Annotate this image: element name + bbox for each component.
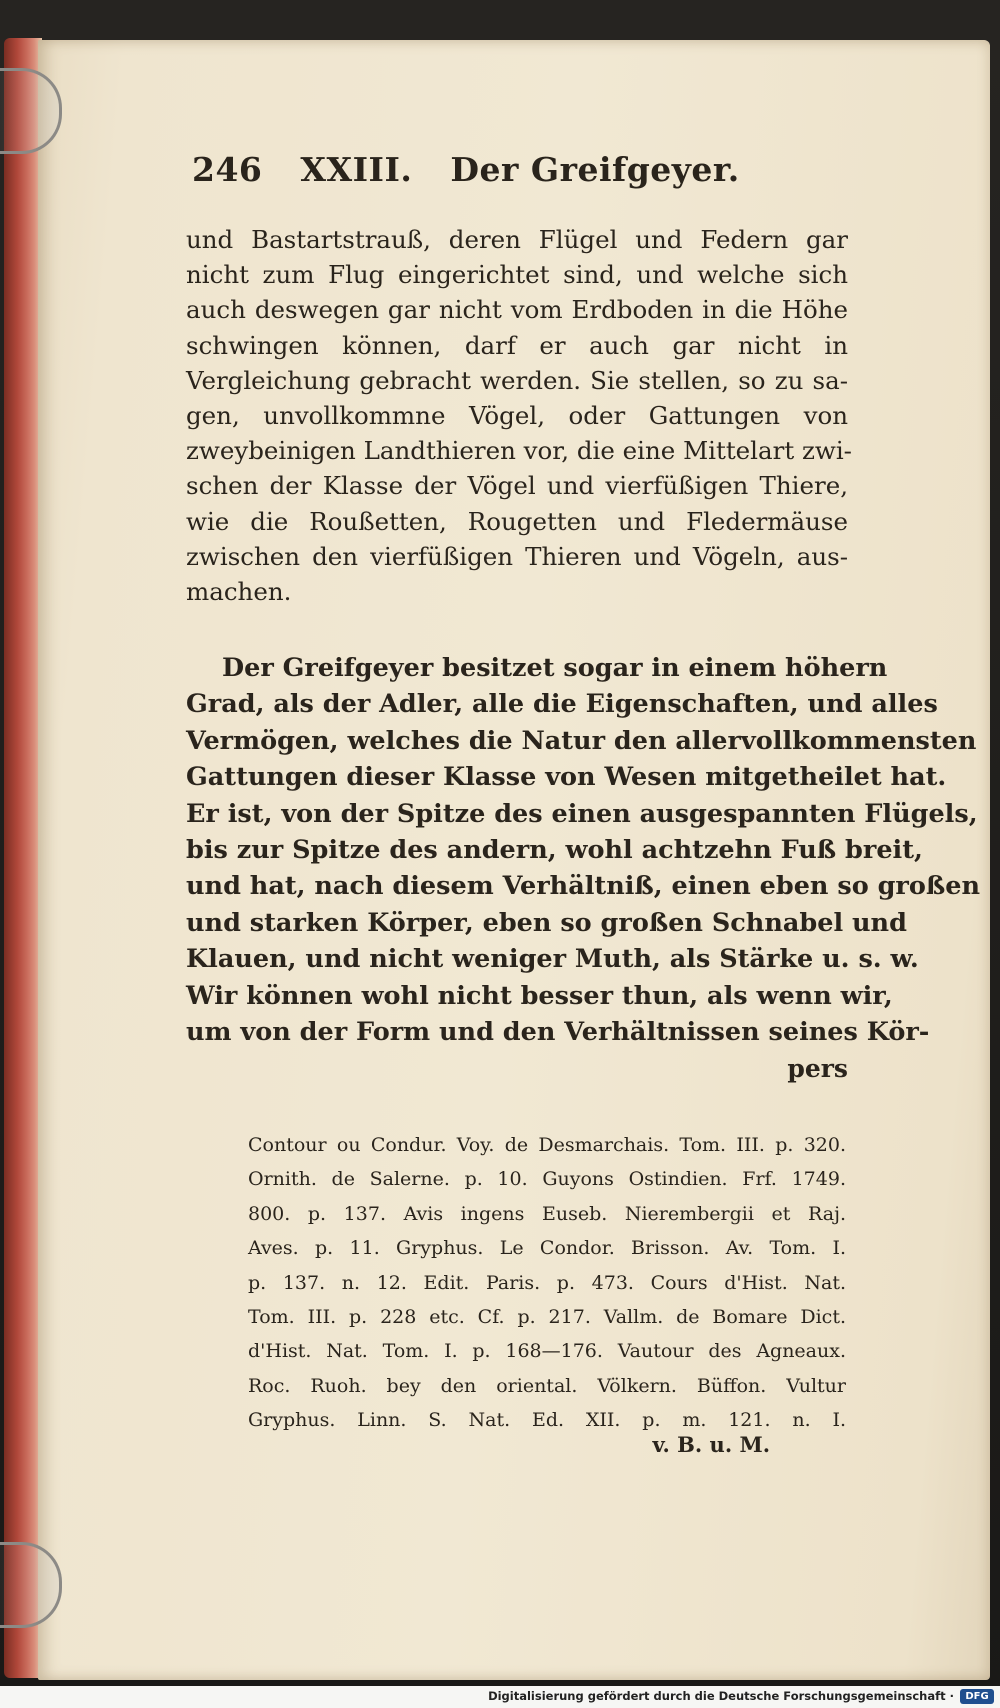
text-line: machen.	[186, 576, 292, 606]
footnote-line: Aves. p. 11. Gryphus. Le Condor. Brisson. Av. Tom. I.	[248, 1237, 846, 1260]
footnote-line: Tom. III. p. 228 etc. Cf. p. 217. Vallm. de Bomare Dict.	[248, 1305, 846, 1328]
catchword: pers	[787, 1054, 848, 1083]
running-head	[192, 150, 752, 189]
text-line: Der Greifgeyer besitzet sogar in einem höhern	[222, 653, 888, 683]
text-line: zwischen den vierfüßigen Thieren und Vögeln, aus-	[186, 541, 848, 571]
footnote-line: 800. p. 137. Avis ingens Euseb. Nierembergii et Raj.	[248, 1202, 846, 1225]
page-number: 246	[192, 150, 263, 189]
credit-bar	[0, 1686, 1000, 1708]
footnote	[248, 1128, 846, 1438]
text-line: um von der Form und den Verhältnissen seines Kör-	[186, 1016, 930, 1047]
text-line: zweybeinigen Landthieren vor, die eine Mittelart zwi-	[186, 436, 852, 466]
text-line: wie die Roußetten, Rougetten und Fledermäuse	[186, 506, 848, 536]
credit-text: Digitalisierung gefördert durch die Deutsche Forschungsgemeinschaft ·	[488, 1689, 954, 1703]
text-line: Gattungen dieser Klasse von Wesen mitgetheilet hat.	[186, 762, 947, 793]
text-line: schwingen können, darf er auch gar nicht in	[186, 330, 848, 360]
footnote-line: Roc. Ruoh. bey den oriental. Völkern. Büffon. Vultur	[248, 1374, 846, 1397]
footnote-line: p. 137. n. 12. Edit. Paris. p. 473. Cours d'Hist. Nat.	[248, 1271, 846, 1294]
footnote-line: Contour ou Condur. Voy. de Desmarchais. Tom. III. p. 320.	[248, 1134, 846, 1156]
footnote-line: d'Hist. Nat. Tom. I. p. 168—176. Vautour des Agneaux.	[248, 1340, 846, 1363]
dfg-logo-icon: DFG	[960, 1689, 994, 1704]
text-line: auch deswegen gar nicht vom Erdboden in die Höhe	[186, 295, 848, 325]
text-line: Grad, als der Adler, alle die Eigenschaften, und alles	[186, 689, 938, 720]
chapter-title: Der Greifgeyer.	[450, 150, 740, 189]
text-line: Vergleichung gebracht werden. Sie stellen, so zu sa-	[186, 365, 848, 395]
text-line: und Bastartstrauß, deren Flügel und Federn gar	[186, 225, 848, 254]
footnote-line: Gryphus. Linn. S. Nat. Ed. XII. p. m. 121. n. I.	[248, 1409, 846, 1432]
text-line: und hat, nach diesem Verhältniß, einen eben so großen	[186, 871, 980, 902]
text-line: schen der Klasse der Vögel und vierfüßigen Thiere,	[186, 471, 848, 501]
text-line: Wir können wohl nicht besser thun, als wenn wir,	[186, 980, 893, 1011]
footnote-line: Ornith. de Salerne. p. 10. Guyons Ostindien. Frf. 1749.	[248, 1168, 846, 1191]
text-line: und starken Körper, eben so großen Schnabel und	[186, 907, 907, 938]
text-line: gen, unvollkommne Vögel, oder Gattungen von	[186, 400, 848, 430]
body-paragraph-2	[186, 650, 980, 1050]
chapter-number: XXIII.	[300, 150, 413, 189]
text-line: Er ist, von der Spitze des einen ausgespannten Flügels,	[186, 798, 978, 829]
body-paragraph-1	[186, 222, 852, 609]
book-page-edge	[4, 38, 42, 1678]
text-line: nicht zum Flug eingerichtet sind, und welche sich	[186, 260, 848, 290]
text-line: Vermögen, welches die Natur den allervollkommensten	[186, 725, 977, 756]
text-line: Klauen, und nicht weniger Muth, als Stärke u. s. w.	[186, 944, 919, 975]
footnote-signature: v. B. u. M.	[652, 1432, 770, 1457]
text-line: bis zur Spitze des andern, wohl achtzehn Fuß breit,	[186, 834, 923, 865]
